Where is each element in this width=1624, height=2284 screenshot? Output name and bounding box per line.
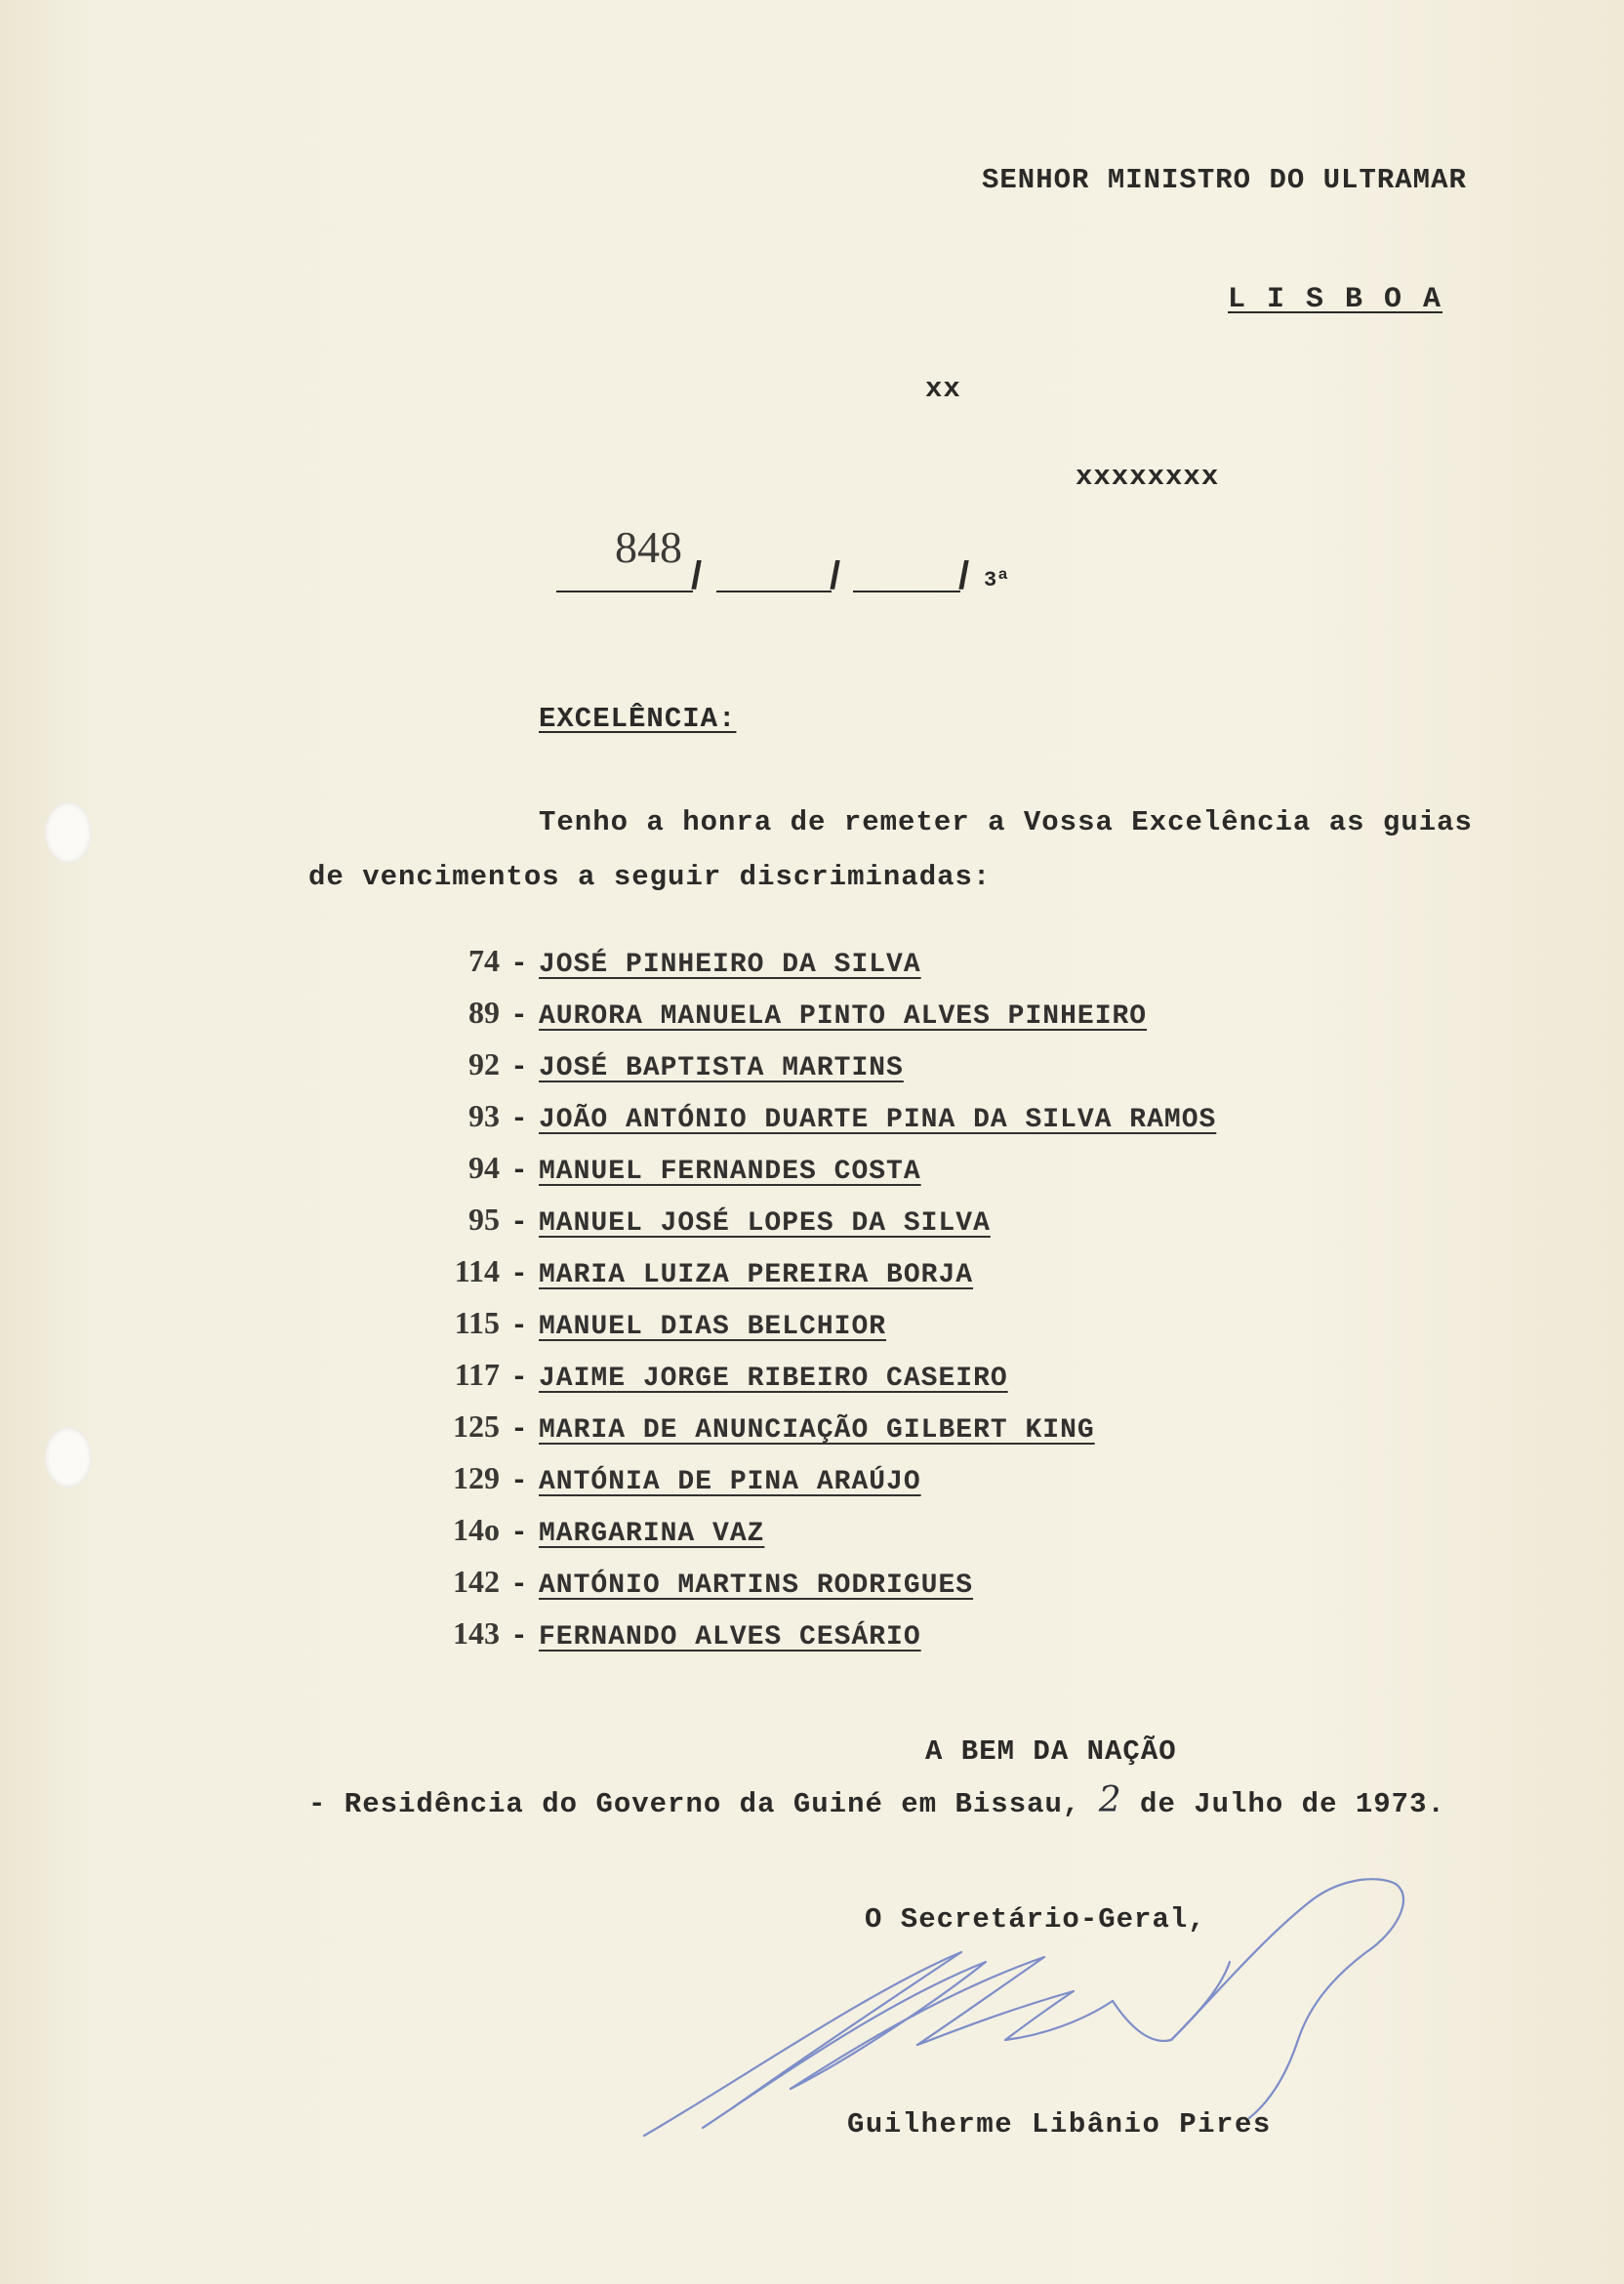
list-item xyxy=(390,995,1147,1038)
entry-dash: - xyxy=(510,1155,528,1187)
punch-hole-bottom xyxy=(45,1427,92,1488)
entry-dash: - xyxy=(510,1310,528,1342)
entry-name: ANTÓNIA DE PINA ARAÚJO xyxy=(539,1467,921,1497)
list-item xyxy=(390,1150,921,1193)
list-item xyxy=(390,1512,764,1555)
entry-number: 14o xyxy=(453,1512,500,1547)
entry-dash: - xyxy=(510,1465,528,1497)
entry-number: 74 xyxy=(468,943,500,978)
place-date-prefix: - Residência do Governo da Guiné em Bissau, xyxy=(308,1788,1081,1820)
list-item xyxy=(390,1253,973,1296)
mark-long: xxxxxxxx xyxy=(1076,461,1220,493)
entry-dash: - xyxy=(510,1569,528,1601)
entry-number: 93 xyxy=(468,1098,500,1133)
entry-dash: - xyxy=(510,1206,528,1239)
entry-number: 143 xyxy=(453,1615,500,1651)
entry-dash: - xyxy=(510,1413,528,1446)
entry-dash: - xyxy=(510,1051,528,1083)
entry-name: MARIA DE ANUNCIAÇÃO GILBERT KING xyxy=(539,1415,1095,1446)
entry-name: JOSÉ PINHEIRO DA SILVA xyxy=(539,950,921,980)
entry-name: MANUEL DIAS BELCHIOR xyxy=(539,1312,887,1342)
list-item xyxy=(390,1615,921,1658)
list-item xyxy=(390,943,921,986)
list-item xyxy=(390,1046,904,1089)
entry-dash: - xyxy=(510,999,528,1032)
entry-number: 125 xyxy=(453,1408,500,1444)
entry-name: MARIA LUIZA PEREIRA BORJA xyxy=(539,1260,974,1290)
entry-name: JOÃO ANTÓNIO DUARTE PINA DA SILVA RAMOS xyxy=(539,1105,1217,1135)
list-item xyxy=(390,1460,921,1503)
list-item xyxy=(390,1408,1095,1451)
addressee: SENHOR MINISTRO DO ULTRAMAR xyxy=(982,164,1467,196)
entry-name: MANUEL FERNANDES COSTA xyxy=(539,1157,921,1187)
entry-dash: - xyxy=(510,1517,528,1549)
reference-blank-2 xyxy=(716,591,832,592)
signatory-name: Guilherme Libânio Pires xyxy=(847,2108,1272,2141)
entry-number: 115 xyxy=(454,1305,500,1340)
entry-dash: - xyxy=(510,1103,528,1135)
place-date-suffix: de Julho de 1973. xyxy=(1140,1788,1445,1820)
reference-slash-3: / xyxy=(958,554,970,597)
entry-dash: - xyxy=(510,1362,528,1394)
punch-hole-top xyxy=(45,802,92,863)
place-date xyxy=(308,1780,1445,1820)
entry-number: 92 xyxy=(468,1046,500,1081)
entry-number: 129 xyxy=(453,1460,500,1495)
entry-number: 117 xyxy=(454,1357,500,1392)
entry-number: 114 xyxy=(454,1253,500,1288)
entry-name: AURORA MANUELA PINTO ALVES PINHEIRO xyxy=(539,1001,1148,1032)
entry-number: 95 xyxy=(468,1202,500,1237)
list-item xyxy=(390,1305,886,1348)
entry-number: 142 xyxy=(453,1564,500,1599)
reference-blank-3 xyxy=(853,591,960,592)
entry-dash: - xyxy=(510,1620,528,1652)
body-line-2: de vencimentos a seguir discriminadas: xyxy=(308,861,992,893)
entry-name: JOSÉ BAPTISTA MARTINS xyxy=(539,1053,904,1083)
list-item xyxy=(390,1098,1216,1141)
body-line-1: Tenho a honra de remeter a Vossa Excelência as guias xyxy=(539,806,1473,838)
list-item xyxy=(390,1564,973,1607)
entry-name: MANUEL JOSÉ LOPES DA SILVA xyxy=(539,1208,991,1239)
list-item xyxy=(390,1357,1008,1400)
mark-short: xx xyxy=(925,373,961,405)
entry-number: 89 xyxy=(468,995,500,1030)
entry-dash: - xyxy=(510,948,528,980)
entry-name: MARGARINA VAZ xyxy=(539,1519,765,1549)
reference-slash-1: / xyxy=(691,554,703,597)
place-date-day: 2 xyxy=(1098,1780,1122,1820)
entry-name: FERNANDO ALVES CESÁRIO xyxy=(539,1622,921,1652)
list-item xyxy=(390,1202,991,1244)
reference-suffix: 3ª xyxy=(984,568,1010,592)
reference-blank-1 xyxy=(556,591,693,592)
city: L I S B O A xyxy=(1228,283,1443,316)
entry-dash: - xyxy=(510,1258,528,1290)
entry-number: 94 xyxy=(468,1150,500,1185)
closing: A BEM DA NAÇÃO xyxy=(925,1735,1177,1768)
reference-slash-2: / xyxy=(830,554,841,597)
salutation: EXCELÊNCIA: xyxy=(539,703,737,735)
entry-name: JAIME JORGE RIBEIRO CASEIRO xyxy=(539,1364,1008,1394)
entry-name: ANTÓNIO MARTINS RODRIGUES xyxy=(539,1570,974,1601)
signatory-title: O Secretário-Geral, xyxy=(865,1903,1206,1936)
reference-number: 848 xyxy=(615,522,682,572)
